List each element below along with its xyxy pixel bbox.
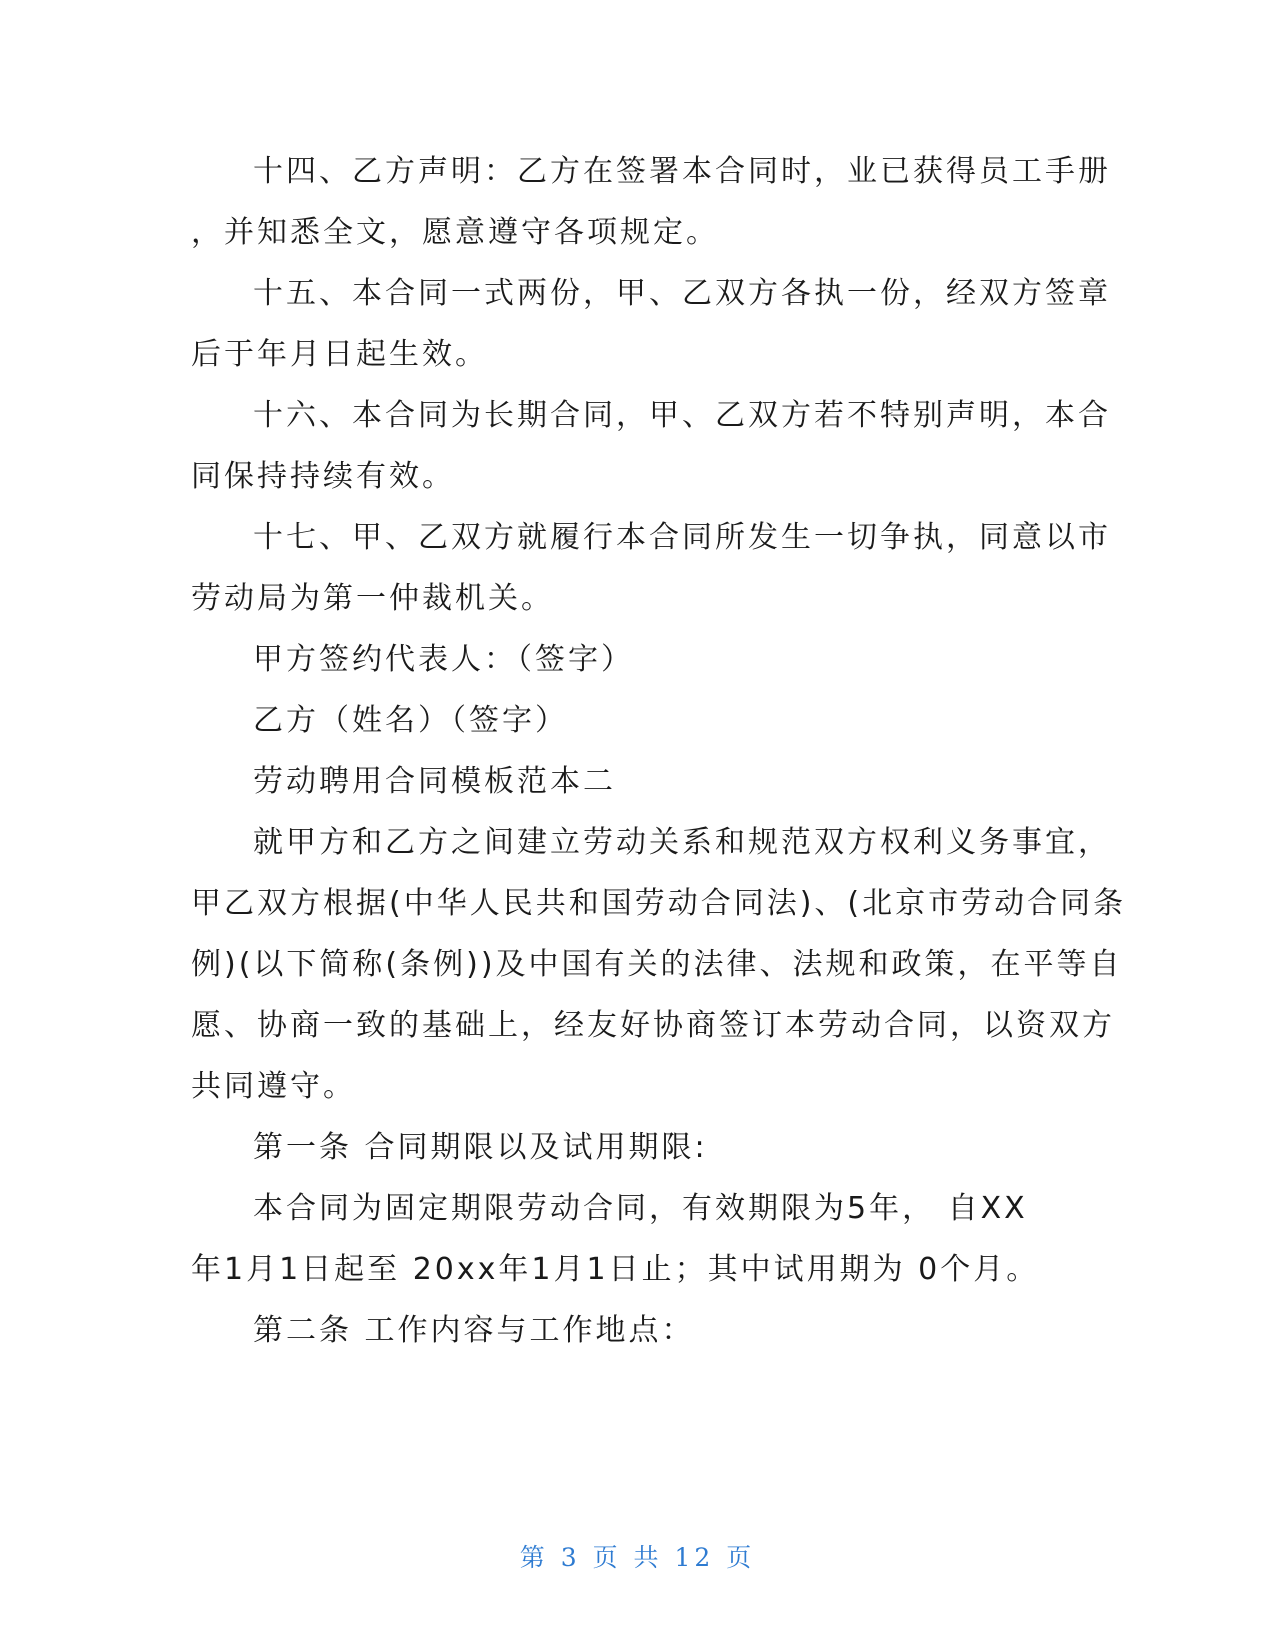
- text-line: 例)(以下简称(条例))及中国有关的法律、法规和政策，在平等自: [191, 947, 1123, 982]
- text-line: 同保持持续有效。: [191, 459, 455, 494]
- text-line: 后于年月日起生效。: [191, 337, 488, 372]
- text-line: 共同遵守。: [191, 1069, 356, 1104]
- article-heading: 第二条 工作内容与工作地点：: [253, 1313, 695, 1348]
- signature-line-party-a: 甲方签约代表人：（签字）: [253, 642, 634, 677]
- text-line: 甲乙双方根据(中华人民共和国劳动合同法)、(北京市劳动合同条: [191, 886, 1127, 921]
- page-number-footer: 第 3 页 共 12 页: [519, 1543, 756, 1572]
- section-heading: 劳动聘用合同模板范本二: [253, 764, 616, 799]
- text-line: 十四、乙方声明：乙方在签署本合同时，业已获得员工手册: [253, 154, 1111, 189]
- text-line: 十五、本合同一式两份，甲、乙双方各执一份，经双方签章: [253, 276, 1111, 311]
- text-line: 年1月1日起至 20xx年1月1日止；其中试用期为 0个月。: [191, 1252, 1040, 1287]
- text-line: 本合同为固定期限劳动合同，有效期限为5年， 自XX: [253, 1191, 1028, 1226]
- text-line: 愿、协商一致的基础上，经友好协商签订本劳动合同，以资双方: [191, 1008, 1115, 1043]
- text-line: 十六、本合同为长期合同，甲、乙双方若不特别声明，本合: [253, 398, 1111, 433]
- signature-line-party-b: 乙方（姓名）（签字）: [253, 703, 568, 738]
- article-heading: 第一条 合同期限以及试用期限:: [253, 1130, 708, 1165]
- text-line: 就甲方和乙方之间建立劳动关系和规范双方权利义务事宜，: [253, 825, 1111, 860]
- text-line: 劳动局为第一仲裁机关。: [191, 581, 554, 616]
- text-line: 十七、甲、乙双方就履行本合同所发生一切争执，同意以市: [253, 520, 1111, 555]
- text-line: ，并知悉全文，愿意遵守各项规定。: [191, 215, 719, 250]
- document-body: [191, 141, 1127, 1361]
